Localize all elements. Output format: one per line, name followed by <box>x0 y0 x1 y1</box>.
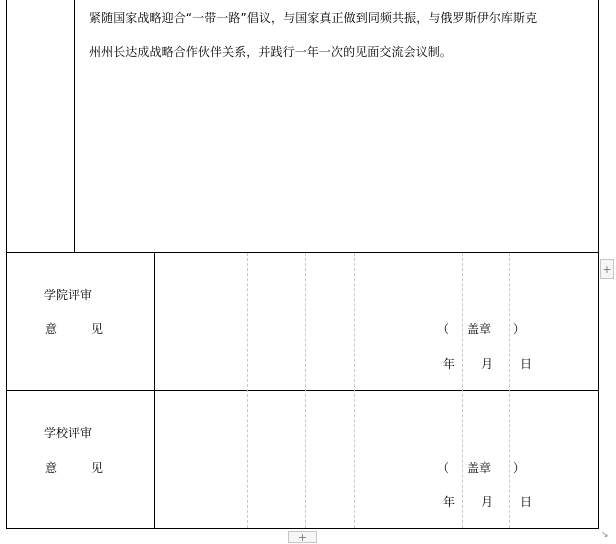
school-year-label: 年 <box>443 495 456 509</box>
school-month-label: 月 <box>481 495 494 509</box>
college-opinion-char-1: 意 <box>45 322 58 336</box>
cell-guide-line <box>305 253 306 528</box>
school-seal-close-paren: ） <box>513 461 526 475</box>
table-border-left <box>6 0 7 529</box>
school-day-label: 日 <box>520 495 533 509</box>
cell-guide-line <box>354 253 355 528</box>
school-opinion-char-1: 意 <box>45 461 58 475</box>
college-review-label: 学院评审 <box>44 288 93 302</box>
cell-guide-line <box>462 253 463 528</box>
table-border-right <box>598 0 599 529</box>
college-opinion-char-2: 见 <box>91 322 104 336</box>
add-column-button[interactable]: + <box>600 259 614 279</box>
college-year-label: 年 <box>443 357 456 371</box>
cell-guide-line <box>509 253 510 528</box>
college-seal-close-paren: ） <box>513 322 526 336</box>
description-line-2: 州州长达成战略合作伙伴关系，并践行一年一次的见面交流会议制。 <box>89 45 453 59</box>
school-review-label: 学校评审 <box>44 426 93 440</box>
top-row-column-divider <box>74 0 75 252</box>
college-day-label: 日 <box>520 357 533 371</box>
add-row-button[interactable]: + <box>288 531 317 543</box>
description-line-1: 紧随国家战略迎合“一带一路”倡议，与国家真正做到同频共振，与俄罗斯伊尔库斯克 <box>89 11 538 25</box>
table-border-bottom <box>6 528 599 529</box>
row-divider-middle <box>6 390 599 391</box>
table-resize-icon[interactable]: ↘ <box>601 530 609 540</box>
school-opinion-char-2: 见 <box>91 461 104 475</box>
college-seal-label: 盖章 <box>467 322 492 336</box>
college-seal-open-paren: （ <box>437 322 450 336</box>
college-month-label: 月 <box>481 357 494 371</box>
school-seal-label: 盖章 <box>467 461 492 475</box>
cell-guide-line <box>247 253 248 528</box>
school-seal-open-paren: （ <box>437 461 450 475</box>
row-divider-top <box>6 252 599 253</box>
